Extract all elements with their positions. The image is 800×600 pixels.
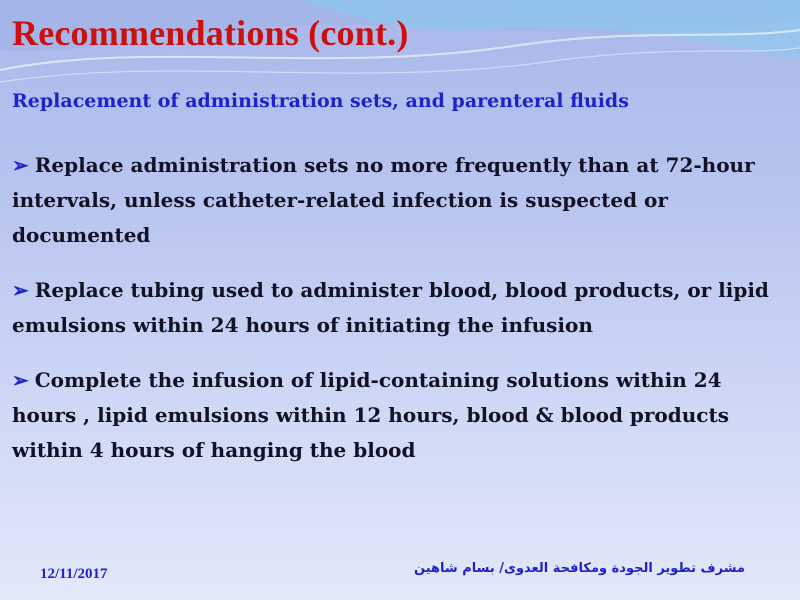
bullet-item [12,273,787,343]
bullet-item [12,363,787,468]
slide-subtitle: Replacement of administration sets, and parenteral fluids [12,90,629,112]
bullet-item [12,148,787,253]
footer-date: 12/11/2017 [40,566,108,582]
arrow-bullet-icon: ➢ [12,278,29,302]
slide-title: Recommendations (cont.) [12,13,409,53]
bullet-list [12,148,787,488]
arrow-bullet-icon: ➢ [12,153,29,177]
arrow-bullet-icon: ➢ [12,368,29,392]
bullet-text: Replace tubing used to administer blood, blood products, or lipid emulsions within 24 hours of initiating the infusion [12,278,769,337]
footer-author: مشرف تطوير الجودة ومكافحة العدوى/ بسام شاهين [414,561,745,576]
bullet-text: Replace administration sets no more frequently than at 72-hour intervals, unless catheter-related infection is suspected or documented [12,153,755,247]
bullet-text: Complete the infusion of lipid-containing solutions within 24 hours , lipid emulsions within 12 hours, blood & blood products within 4 hours of hanging the blood [12,368,729,462]
